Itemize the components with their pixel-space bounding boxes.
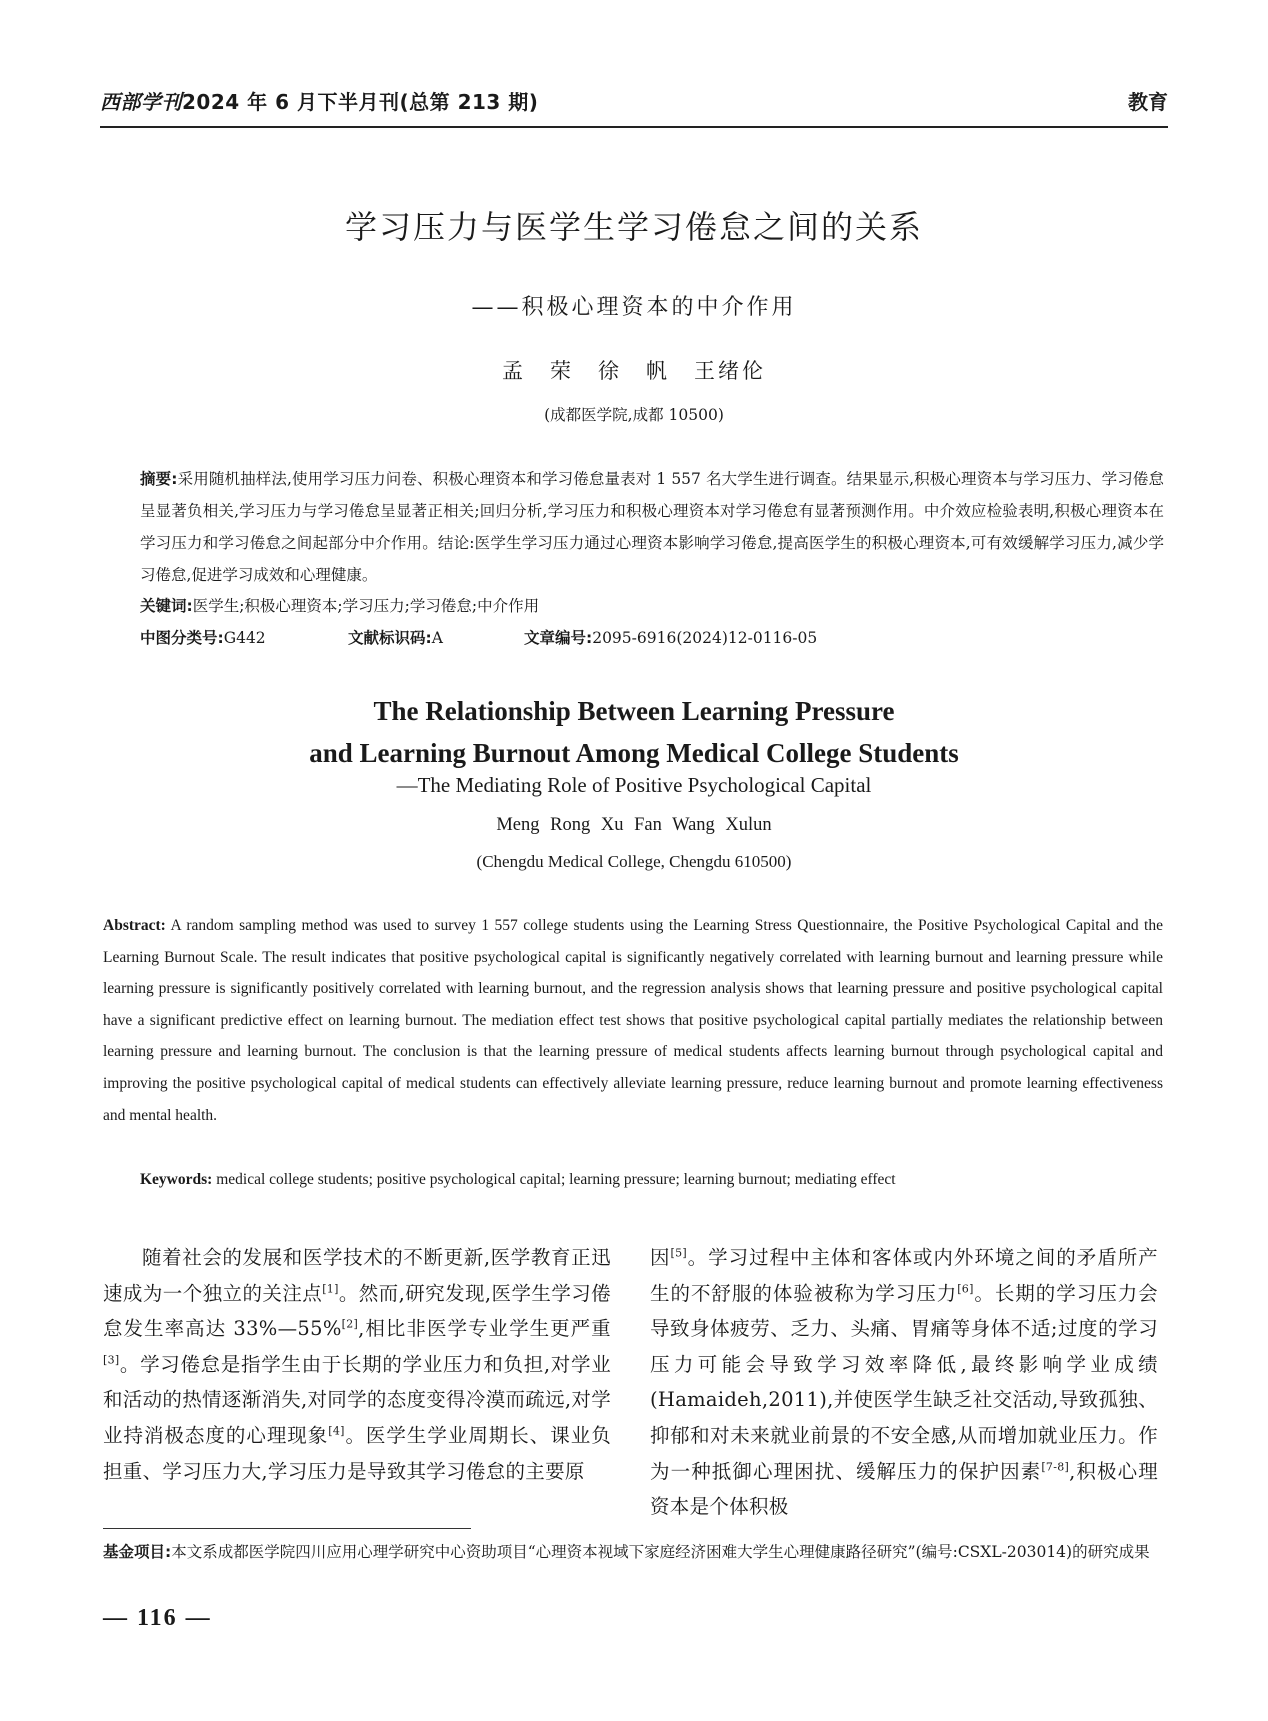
chinese-authors: 孟 荣 徐 帆 王绪伦 — [502, 359, 766, 383]
body-text: 。长期的学习压力会导致身体疲劳、乏力、头痛、胃痛等身体不适;过度的学习压力可能会导致学习效率降低,最终影响学业成绩(Hamaideh,2011),并使医学生缺乏社交活动,导致孤独、抑郁和对未来就业前景的不安全感,从而增加就业压力。作为一种抵御心理困扰、缓解压力的保护因素 — [650, 1281, 1158, 1483]
body-text: ,积极心理资本是个体积极 — [650, 1459, 1159, 1519]
body-paragraph-continued — [650, 1240, 1158, 1525]
english-abstract-label: Abstract: — [103, 917, 166, 934]
english-title-line1: The Relationship Between Learning Pressure — [373, 696, 895, 726]
journal-issue — [100, 86, 538, 115]
chinese-abstract — [140, 463, 1164, 591]
article-number-value: 2095-6916(2024)12-0116-05 — [592, 629, 818, 647]
body-text: 随着社会的发展和医学技术的不断更新,医学教育正迅速成为一个独立的关注点 — [103, 1246, 611, 1305]
body-paragraph — [103, 1240, 611, 1489]
chinese-keywords-text: 医学生;积极心理资本;学习压力;学习倦怠;中介作用 — [192, 597, 540, 615]
body-column-left — [103, 1240, 611, 1489]
header-rule — [100, 126, 1168, 128]
english-keywords-text: medical college students; positive psychological capital; learning pressure; learning burnout; mediating effect — [216, 1171, 896, 1188]
clc-value: G442 — [223, 629, 266, 647]
body-text: 因 — [650, 1246, 671, 1269]
clc-label: 中图分类号: — [140, 629, 224, 647]
english-keywords-label: Keywords: — [140, 1171, 213, 1188]
funding-label: 基金项目: — [103, 1543, 172, 1561]
english-affiliation: (Chengdu Medical College, Chengdu 610500) — [476, 852, 792, 871]
document-code-value: A — [431, 629, 443, 647]
article-number-label: 文章编号: — [524, 629, 593, 647]
issue-info: 2024 年 6 月下半月刊(总第 213 期) — [182, 90, 539, 114]
chinese-affiliation: (成都医学院,成都 10500) — [544, 406, 724, 424]
english-keywords — [140, 1165, 1164, 1195]
english-abstract-text: A random sampling method was used to survey 1 557 college students using the Learning Stress Questionnaire, the Positive Psychological Capital and the Learning Burnout Scale. The result indicates that positive psychological capital is significantly negatively correlated with learning burnout and learning pressure while learning pressure is significantly positively correlated with learning burnout, and the regression analysis shows that learning pressure and positive psychological capital have a significant predictive effect on learning burnout. The mediation effect test shows that positive psychological capital partially mediates the relationship between learning pressure and learning burnout. The conclusion is that the learning pressure of medical students affects learning burnout through psychological capital and improving the positive psychological capital of medical students can effectively alleviate learning pressure, reduce learning burnout and promote learning effectiveness and mental health. — [103, 917, 1163, 1124]
footnote-rule — [103, 1528, 471, 1529]
citation-ref: [2] — [341, 1317, 359, 1331]
english-authors: Meng Rong Xu Fan Wang Xulun — [496, 815, 772, 835]
section-label: 教育 — [1128, 90, 1168, 114]
clc-code — [140, 622, 348, 654]
body-text: 。学习倦怠是指学生由于长期的学业压力和负担,对学业和活动的热情逐渐消失,对同学的态度变得冷漠而疏远,对学业持消极态度的心理现象 — [103, 1352, 611, 1447]
running-header — [100, 86, 1168, 122]
english-title-line2: and Learning Burnout Among Medical College Students — [309, 738, 959, 768]
citation-ref: [7-8] — [1041, 1460, 1070, 1474]
chinese-keywords-label: 关键词: — [140, 597, 193, 615]
chinese-abstract-label: 摘要: — [140, 470, 178, 488]
funding-footnote — [103, 1537, 1163, 1567]
citation-ref: [3] — [103, 1353, 120, 1367]
journal-logo: 西部学刊 — [100, 90, 182, 114]
chinese-keywords — [140, 590, 1164, 622]
citation-ref: [5] — [670, 1246, 687, 1260]
funding-text: 本文系成都医学院四川应用心理学研究中心资助项目“心理资本视域下家庭经济困难大学生心理健康路径研究”(编号:CSXL-203014)的研究成果 — [171, 1543, 1150, 1561]
body-text: ,相比非医学专业学生更严重 — [358, 1317, 611, 1341]
chinese-title: 学习压力与医学生学习倦怠之间的关系 — [344, 208, 923, 246]
chinese-abstract-text: 采用随机抽样法,使用学习压力问卷、积极心理资本和学习倦怠量表对 1 557 名大学生进行调查。结果显示,积极心理资本与学习压力、学习倦怠呈显著负相关,学习压力与学习倦怠呈显著正相关;回归分析,学习压力和积极心理资本对学习倦怠有显著预测作用。中介效应检验表明,积极心理资本在学习压力和学习倦怠之间起部分中介作用。结论:医学生学习压力通过心理资本影响学习倦怠,提高医学生的积极心理资本,可有效缓解学习压力,减少学习倦怠,促进学习成效和心理健康。 — [140, 470, 1164, 584]
citation-ref: [1] — [322, 1282, 339, 1296]
citation-ref: [4] — [328, 1424, 345, 1438]
article-number — [524, 622, 817, 654]
document-code-label: 文献标识码: — [348, 629, 432, 647]
body-text: 。然而,研究发现,医学生学习倦怠发生率高达 33%—55% — [103, 1281, 611, 1341]
body-text: 。学习过程中主体和客体或内外环境之间的矛盾所产生的不舒服的体验被称为学习压力 — [650, 1246, 1158, 1305]
document-code — [348, 622, 524, 654]
english-title — [0, 690, 1268, 774]
english-abstract — [103, 910, 1163, 1131]
body-text: 。医学生学业周期长、课业负担重、学习压力大,学习压力是导致其学习倦怠的主要原 — [103, 1423, 611, 1483]
english-subtitle: —The Mediating Role of Positive Psychological Capital — [396, 773, 872, 797]
citation-ref: [6] — [957, 1282, 974, 1296]
chinese-subtitle: ——积极心理资本的中介作用 — [471, 295, 797, 320]
page-number: — 116 — — [103, 1605, 212, 1631]
body-column-right — [650, 1240, 1158, 1525]
classification-row — [140, 622, 1164, 654]
